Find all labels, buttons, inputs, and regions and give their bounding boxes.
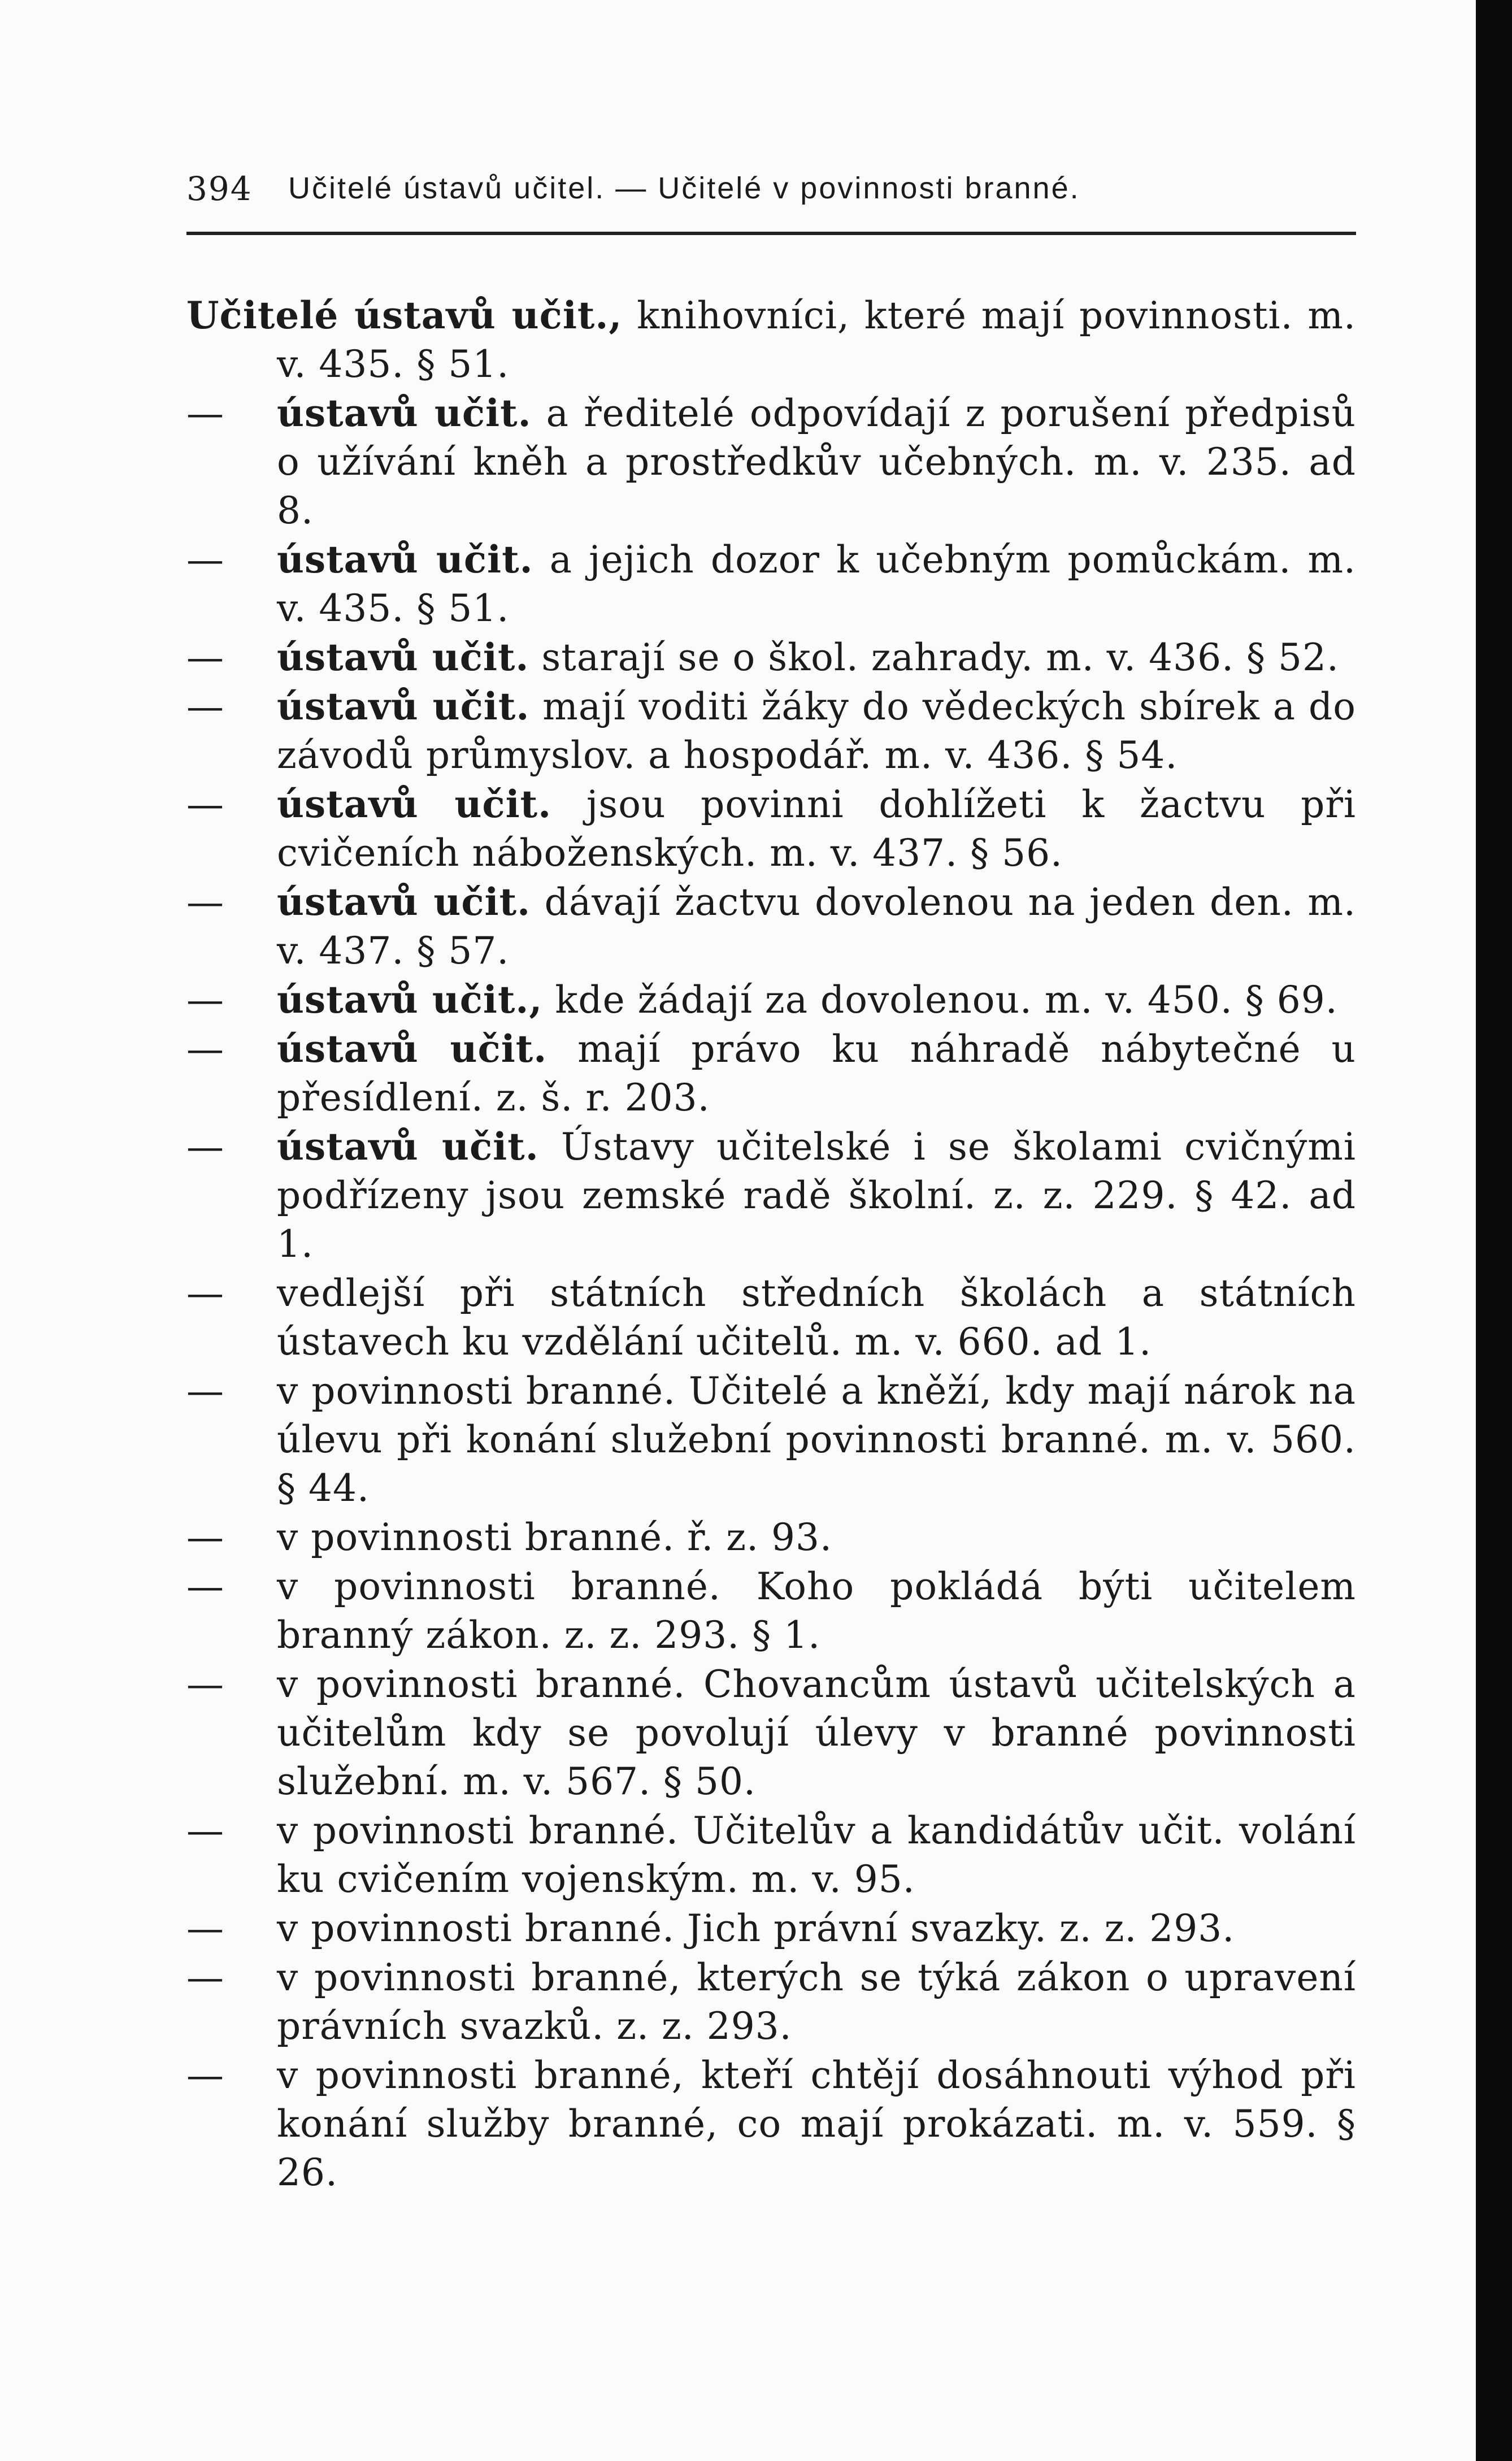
entry-lead: ústavů učit.	[277, 1027, 548, 1071]
entry-dash: —	[186, 1809, 224, 1852]
scan-edge-border	[1476, 0, 1512, 2461]
index-entry	[186, 633, 1356, 682]
entry-text: v povinnosti branné. Chovancům ústavů učitelských a učitelům kdy se povolují úlevy v branné povinnosti služební. m. v. 567. § 50.	[277, 1663, 1356, 1803]
entry-text: v povinnosti branné. Jich právní svazky. z. z. 293.	[277, 1907, 1235, 1950]
index-entry	[186, 780, 1356, 878]
running-head: Učitelé ústavů učitel. — Učitelé v povinnosti branné.	[288, 171, 1080, 205]
index-entry	[186, 1366, 1356, 1513]
entry-dash: —	[186, 392, 224, 435]
entry-dash: —	[186, 1663, 224, 1706]
entry-dash: —	[186, 1956, 224, 1999]
entry-text: v povinnosti branné. Učitelé a kněží, kdy mají nárok na úlevu při konání služební povinnosti branné. m. v. 560. § 44.	[277, 1369, 1356, 1510]
entry-lead: ústavů učit.	[277, 880, 531, 924]
index-entry	[186, 1953, 1356, 2051]
entry-lead: ústavů učit.	[277, 391, 532, 435]
entry-dash: —	[186, 1271, 224, 1315]
header-rule	[186, 232, 1356, 235]
entry-dash: —	[186, 1125, 224, 1169]
index-entry	[186, 682, 1356, 780]
index-entry	[186, 878, 1356, 975]
entry-dash: —	[186, 1027, 224, 1071]
entry-text: a ředitelé odpovídají z porušení předpisů o užívání kněh a prostředkův učebných. m. v. 235. ad 8.	[277, 392, 1356, 532]
index-entry-main	[186, 291, 1356, 389]
entry-text: dávají žactvu dovolenou na jeden den. m. v. 437. § 57.	[277, 880, 1356, 973]
entry-text: mají voditi žáky do vědeckých sbírek a do závodů průmyslov. a hospodář. m. v. 436. § 54.	[277, 685, 1356, 777]
entry-text: v povinnosti branné, kterých se týká zákon o upravení právních svazků. z. z. 293.	[277, 1956, 1356, 2048]
page-number: 394	[186, 170, 253, 208]
index-entry	[186, 1904, 1356, 1953]
index-entry	[186, 975, 1356, 1025]
entry-text: mají právo ku náhradě nábytečné u přesídlení. z. š. r. 203.	[277, 1027, 1356, 1119]
entry-text: kde žádají za dovolenou. m. v. 450. § 69.	[542, 978, 1338, 1022]
index-entry	[186, 1025, 1356, 1122]
entry-dash: —	[186, 783, 224, 826]
entry-lead: ústavů učit.	[277, 635, 529, 679]
index-entry	[186, 389, 1356, 535]
entry-dash: —	[186, 1907, 224, 1950]
index-entry	[186, 2051, 1356, 2197]
entry-lead: ústavů učit.	[277, 684, 530, 728]
entry-text: v povinnosti branné, kteří chtějí dosáhnouti výhod při konání služby branné, co mají prokázati. m. v. 559. § 26.	[277, 2054, 1356, 2194]
index-entry	[186, 535, 1356, 633]
index-entries	[186, 291, 1356, 2197]
entry-lead: ústavů učit.	[277, 537, 533, 581]
index-entry	[186, 1269, 1356, 1366]
entry-dash: —	[186, 1516, 224, 1559]
entry-dash: —	[186, 880, 224, 924]
index-entry	[186, 1122, 1356, 1269]
entry-text: Ústavy učitelské i se školami cvičnými podřízeny jsou zemské radě školní. z. z. 229. § 42. ad 1.	[277, 1125, 1356, 1266]
entry-text: vedlejší při státních středních školách a státních ústavech ku vzdělání učitelů. m. v. 660. ad 1.	[277, 1271, 1356, 1364]
entry-text: v povinnosti branné. Koho pokládá býti učitelem branný zákon. z. z. 293. § 1.	[277, 1565, 1356, 1657]
index-entry	[186, 1806, 1356, 1904]
entry-text: v povinnosti branné. Učitelův a kandidátův učit. volání ku cvičením vojenským. m. v. 95.	[277, 1809, 1356, 1901]
index-entry	[186, 1660, 1356, 1806]
entry-lead: ústavů učit.	[277, 1125, 539, 1169]
entry-lead: ústavů učit.,	[277, 978, 543, 1022]
entry-dash: —	[186, 1565, 224, 1608]
entry-dash: —	[186, 538, 224, 581]
entry-text: a jejich dozor k učebným pomůckám. m. v. 435. § 51.	[277, 538, 1357, 630]
entry-dash: —	[186, 1369, 224, 1413]
entry-dash: —	[186, 685, 224, 728]
entry-dash: —	[186, 978, 224, 1022]
entry-dash: —	[186, 636, 224, 679]
index-entry	[186, 1562, 1356, 1660]
entry-lead: ústavů učit.	[277, 782, 552, 826]
entry-text: v povinnosti branné. ř. z. 93.	[277, 1516, 833, 1559]
entry-text: starají se o škol. zahrady. m. v. 436. § 52.	[529, 636, 1339, 679]
page-header	[186, 170, 1356, 220]
index-entry	[186, 1513, 1356, 1562]
entry-text: jsou povinni dohlížeti k žactvu při cvičeních náboženských. m. v. 437. § 56.	[277, 783, 1356, 875]
entry-dash: —	[186, 2054, 224, 2097]
entry-text: knihovníci, které mají povinnosti. m. v. 435. § 51.	[277, 294, 1356, 386]
entry-heading: Učitelé ústavů učit.,	[186, 293, 623, 337]
